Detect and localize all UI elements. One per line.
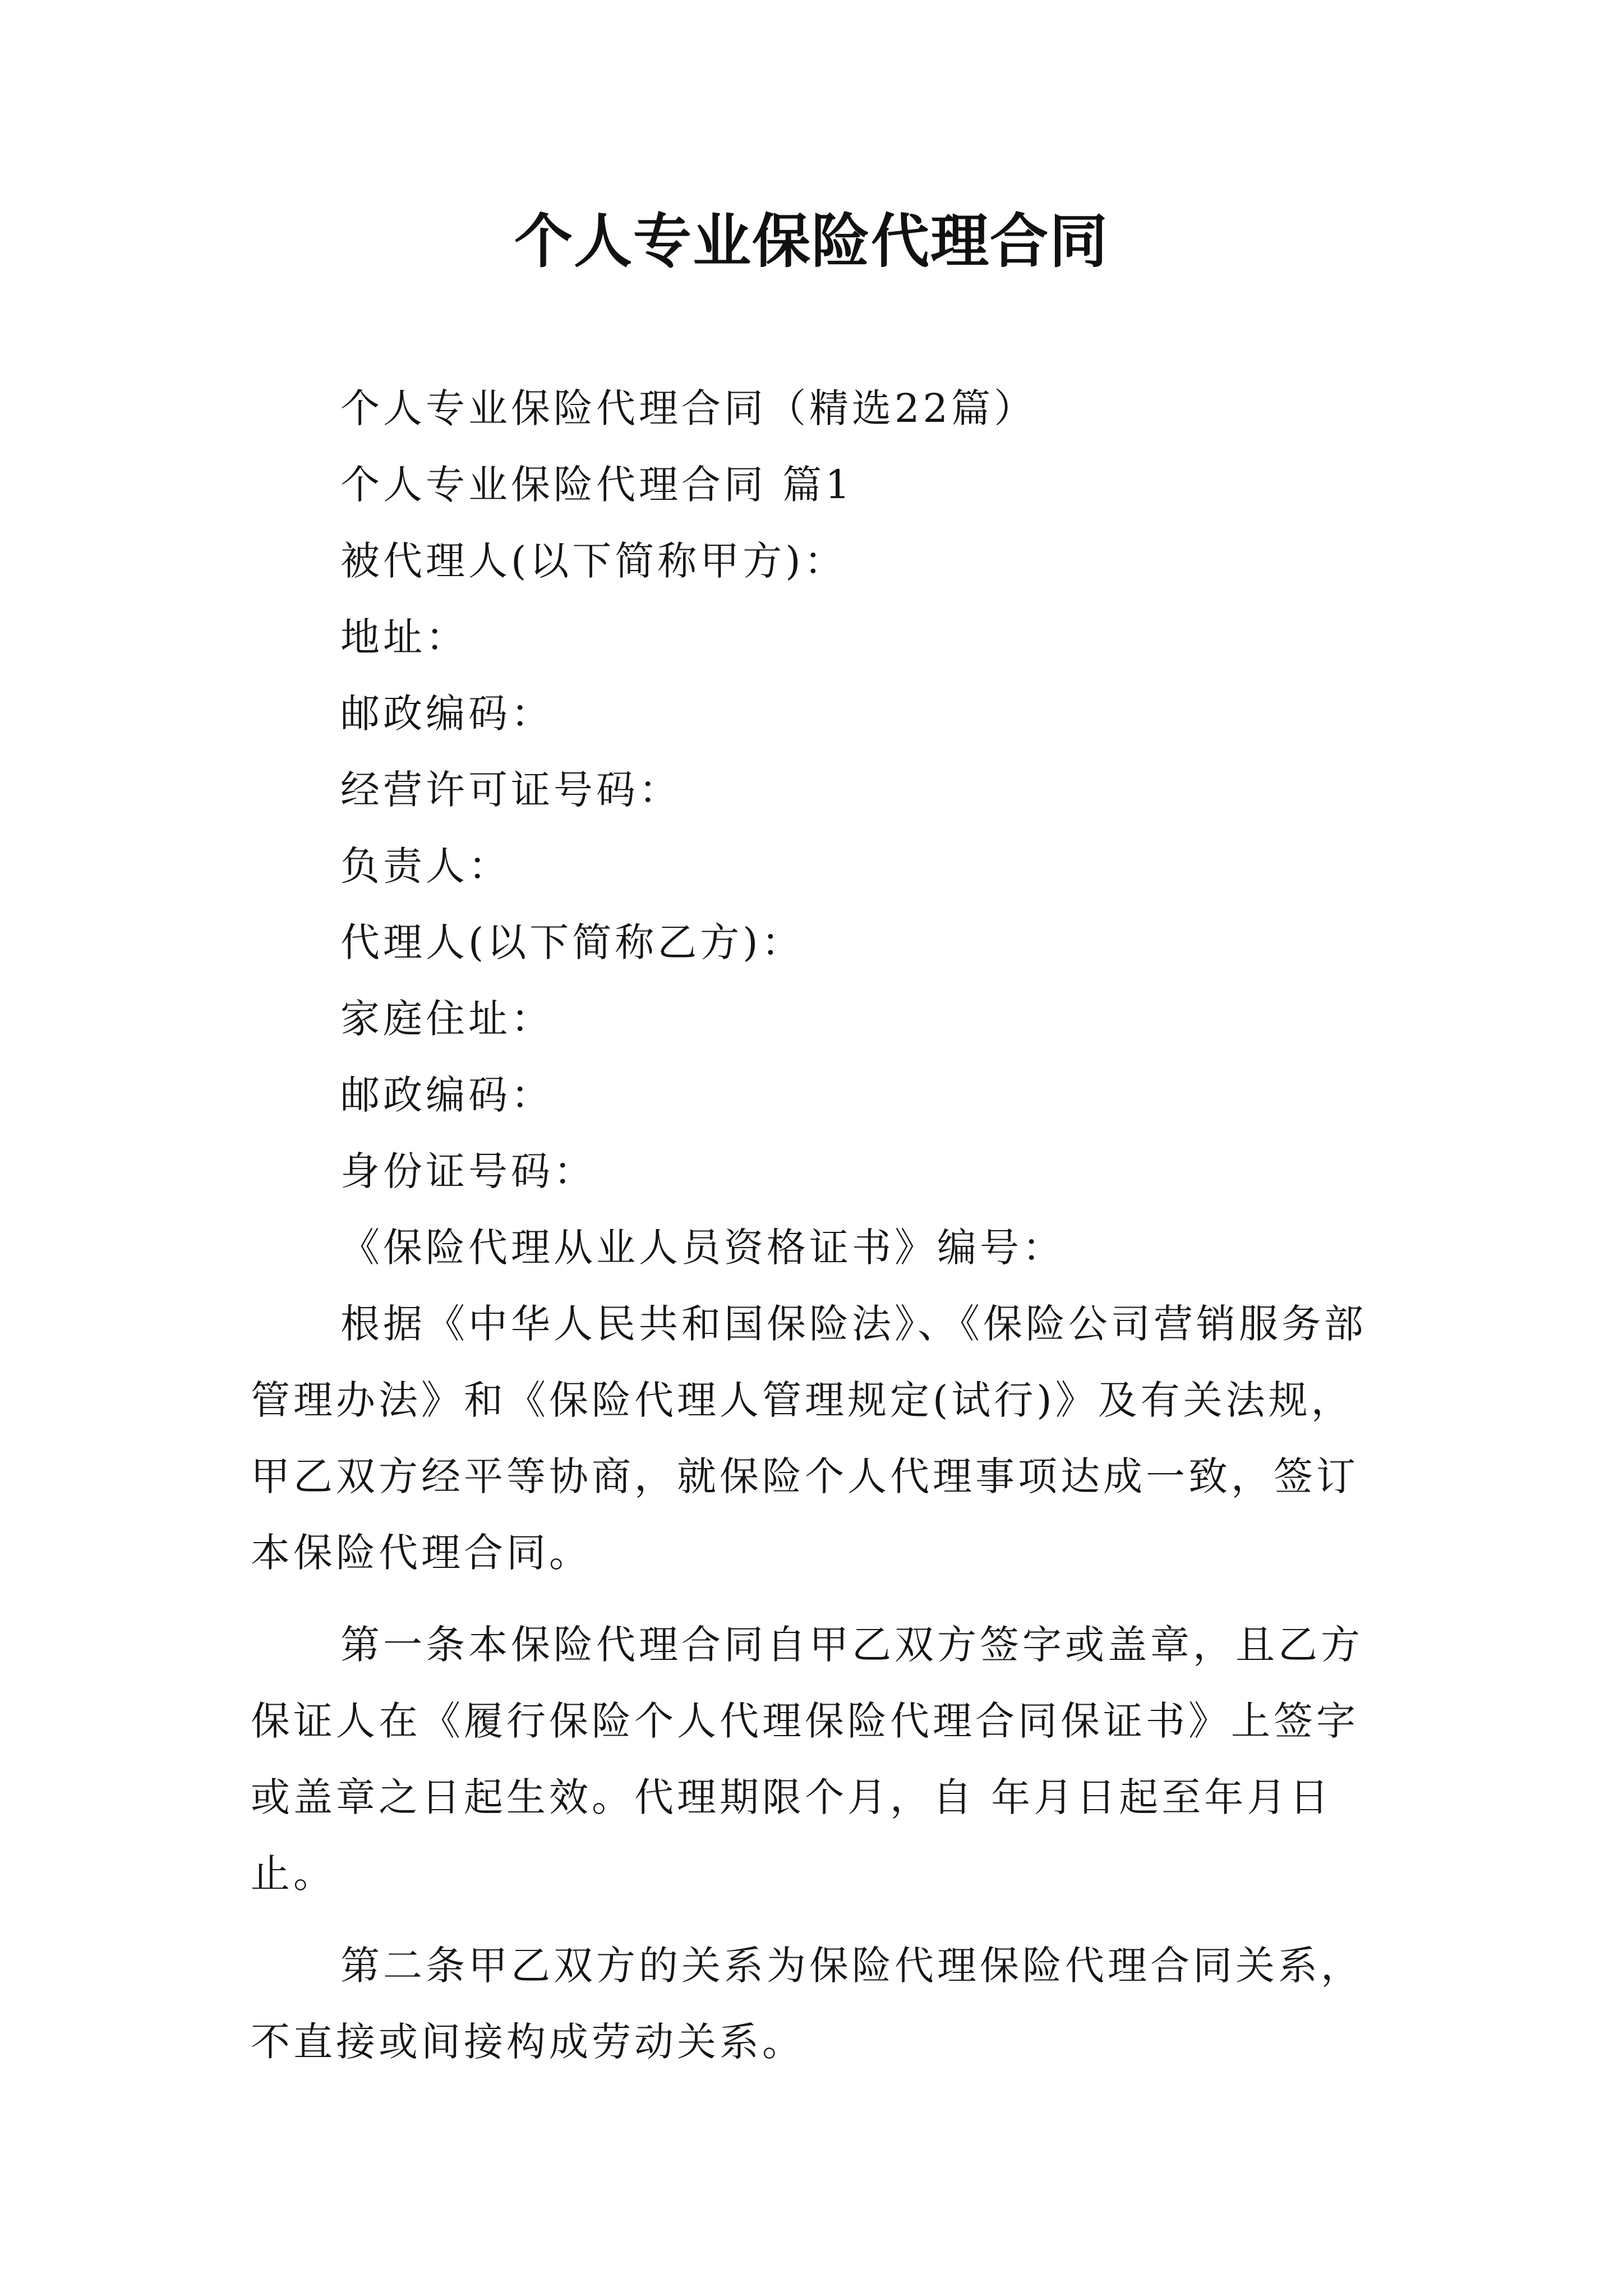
agent-label: 代理人(以下简称乙方)： bbox=[340, 919, 804, 965]
paragraph-line: 止。 bbox=[251, 1851, 336, 1897]
paragraph-line: 或盖章之日起生效。代理期限个月，自 年月日起至年月日 bbox=[251, 1774, 1332, 1820]
paragraph-line: 不直接或间接构成劳动关系。 bbox=[251, 2019, 805, 2065]
paragraph-line: 本保险代理合同。 bbox=[251, 1530, 592, 1576]
id-number-label: 身份证号码： bbox=[340, 1148, 596, 1194]
certificate-number-label: 《保险代理从业人员资格证书》编号： bbox=[340, 1225, 1065, 1271]
document-body bbox=[251, 370, 1378, 2080]
home-address-label: 家庭住址： bbox=[340, 996, 554, 1042]
paragraph-line: 管理办法》和《保险代理人管理规定(试行)》及有关法规， bbox=[251, 1377, 1354, 1423]
subtitle-line: 个人专业保险代理合同（精选22篇） bbox=[340, 385, 1037, 431]
paragraph-article-1 bbox=[251, 1607, 1378, 1912]
license-number-label: 经营许可证号码： bbox=[340, 767, 681, 813]
paragraph-gap bbox=[251, 1591, 1378, 1607]
paragraph-preamble bbox=[251, 1286, 1378, 1591]
postal-code-label: 邮政编码： bbox=[340, 691, 554, 737]
paragraph-line: 根据《中华人民共和国保险法》、《保险公司营销服务部 bbox=[340, 1301, 1367, 1347]
paragraph-line: 甲乙双方经平等协商，就保险个人代理事项达成一致，签订 bbox=[251, 1453, 1359, 1499]
address-label: 地址： bbox=[340, 614, 468, 660]
paragraph-article-2 bbox=[251, 1927, 1378, 2080]
agent-postal-code-label: 邮政编码： bbox=[340, 1072, 554, 1118]
paragraph-line: 第二条甲乙双方的关系为保险代理保险代理合同关系， bbox=[340, 1943, 1363, 1989]
person-in-charge-label: 负责人： bbox=[340, 843, 511, 889]
section-heading: 个人专业保险代理合同 篇1 bbox=[340, 462, 854, 508]
document-title: 个人专业保险代理合同 bbox=[514, 206, 1109, 275]
paragraph-line: 第一条本保险代理合同自甲乙双方签字或盖章，且乙方 bbox=[340, 1622, 1363, 1668]
paragraph-line: 保证人在《履行保险个人代理保险代理合同保证书》上签字 bbox=[251, 1698, 1359, 1744]
principal-label: 被代理人(以下简称甲方)： bbox=[340, 538, 847, 584]
paragraph-gap bbox=[251, 1912, 1378, 1927]
